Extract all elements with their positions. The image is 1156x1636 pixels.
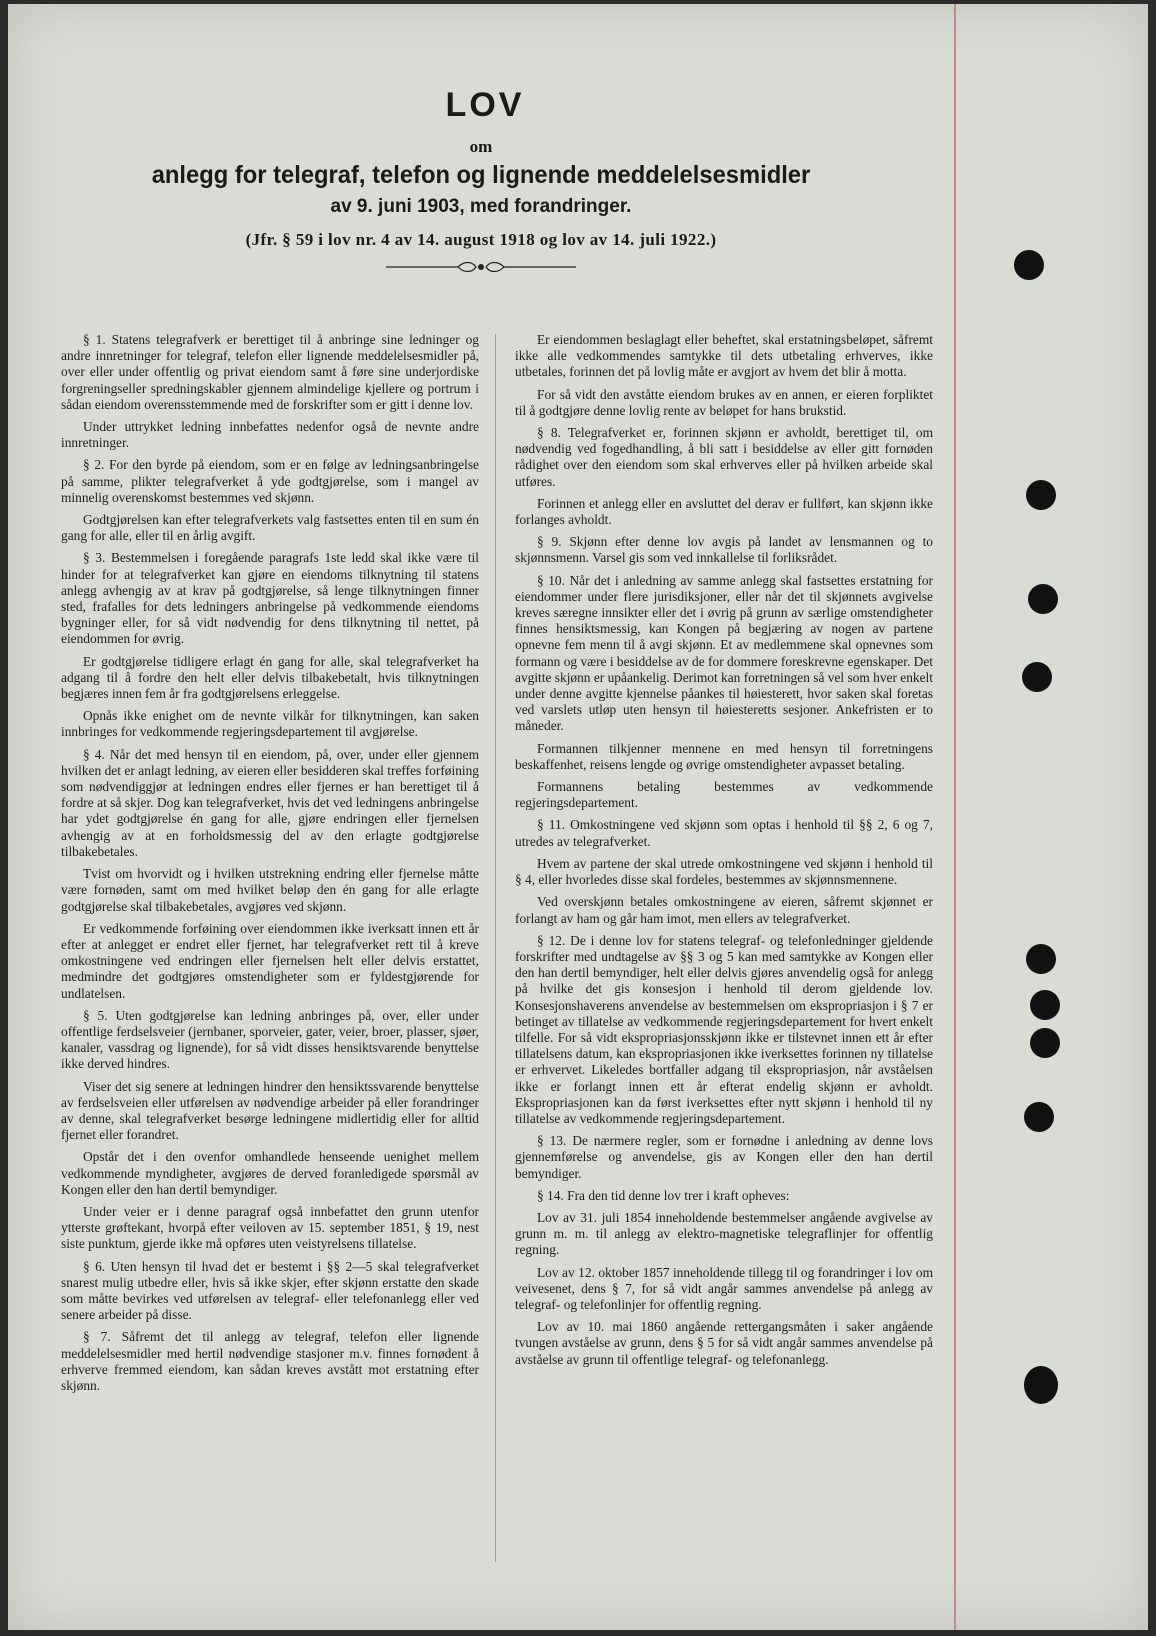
paragraph: § 5. Uten godtgjørelse kan ledning anbringes på, over, eller under offentlige ferdselsveier (jernbaner, sporveier, gater, veier, broer, plasser, sjøer, kanaler, vassdrag og lignende), for så vidt disses hensiktsvarende benyttelse ikke derved hindres. — [61, 1007, 479, 1072]
paragraph: § 4. Når det med hensyn til en eiendom, på, over, under eller gjennem hvilken det er anlagt ledning, av eieren eller besidderen skal treffes forføining som nødvendiggjør at ledningen endres eller fjernes er han berettiget til å fordre at så skjer. Dog kan telegrafverket, hvis det ved ledningens anbringelse har ydet godtgjørelse én gang for alle, gjøre endringen eller fjernelsen avhengig av at en forholdsmessig del av den erlagte godtgjørelse tilbakebetales. — [61, 746, 479, 859]
paragraph: § 6. Uten hensyn til hvad det er bestemt i §§ 2—5 skal telegrafverket snarest mulig utbedre eller, hvis så ikke skjer, efter skjønn erstatte den skade som måtte bevirkes ved utførelsen av telegraf- eller telefonanlegg eller ved senere arbeider på disse. — [61, 1258, 479, 1323]
paragraph: Under veier er i denne paragraf også innbefattet den grunn utenfor ytterste grøftekant, hvorpå efter veiloven av 15. september 1851, § 19, nest siste punktum, gjerde ikke må opføres uten veistyrelsens tillatelse. — [61, 1203, 479, 1252]
right-text-column — [515, 332, 933, 1374]
paragraph: Er godtgjørelse tidligere erlagt én gang for alle, skal telegrafverket ha adgang til å fordre den helt eller delvis tilbakebetalt, hvis tilknytningen begjæres innen fem år fra godtgjørelsens erleggelse. — [61, 653, 479, 702]
punch-hole-icon — [1030, 990, 1060, 1020]
document-title: LOV — [445, 86, 525, 124]
punch-hole-icon — [1026, 480, 1056, 510]
paragraph: Tvist om hvorvidt og i hvilken utstrekning endring eller fjernelse måtte være fornøden, samt om med hvilket beløp den én gang for alle erlagte godtgjørelse skal tilbakebetales, avgjøres ved skjønn. — [61, 866, 479, 914]
paragraph: Ved overskjønn betales omkostningene av eieren, såfremt skjønnet er forlangt av ham og går ham imot, men ellers av telegrafverket. — [515, 894, 933, 926]
punch-hole-icon — [1014, 250, 1044, 280]
paragraph: § 1. Statens telegrafverk er berettiget til å anbringe sine ledninger og andre innretninger for telegraf, telefon eller lignende meddelelsesmidler på, over eller under offentlig og privat eiendom samt å føre sine underjordiske forgreningseller spredningskabler gjennem almindelige kjellere og portrum i sådan eiendom overensstemmende med de forskrifter som er gitt i denne lov. — [61, 332, 479, 412]
punch-hole-icon — [1030, 1028, 1060, 1058]
document-subtitle: anlegg for telegraf, telefon og lignende meddelelsesmidler — [151, 161, 811, 189]
punch-hole-icon — [1028, 584, 1058, 614]
punch-hole-icon — [1022, 662, 1052, 692]
paragraph: Lov av 31. juli 1854 inneholdende bestemmelser angående avgivelse av grunn m. m. til anlegg av elektro-magnetiske telegraflinjer for offentlig regning. — [515, 1209, 933, 1258]
paragraph: § 13. De nærmere regler, som er fornødne i anledning av denne lovs gjennemførelse og anvendelse, gis av Kongen eller den han dertil bemyndiger. — [515, 1133, 933, 1181]
paragraph: Lov av 10. mai 1860 angående rettergangsmåten i saker angående tvungen avståelse av grunn, dens § 5 for så vidt angår sammes anvendelse på avståelse av grunn til offentlige telegraf- og telefonanlegg. — [515, 1319, 933, 1367]
paragraph: § 12. De i denne lov for statens telegraf- og telefonledninger gjeldende forskrifter med undtagelse av §§ 3 og 5 kan med samtykke av Kongen eller den han dertil bemyndiger, helt eller delvis gjøres anvendelig også for anlegg på hvilke det gis konsesjon i henhold til derom gjeldende lov. Konsesjonshaverens anvendelse av bestemmelsen om ekspropriasjon i § 7 er betinget av tillatelse av vedkommende regjeringsdepartement for hvert enkelt tilfelle. For så vidt ekspropriasjonsskjønn ikke er tilstevnet innen ett år efter tillatelsens datum, kan ekspropriasjonen ikke iverksettes forinnen ny tillatelse er erhvervet. Likeledes bortfaller adgang til ekspropriasjon, når avståelsen ikke er forlangt innen ett år efterat endelig skjønn er avholdt. Ekspropriasjonen kan da først iverksettes efter nytt skjønn i henhold til ny tillatelse av vedkommende regjeringsdepartement. — [515, 932, 933, 1126]
paragraph: Under uttrykket ledning innbefattes nedenfor også de nevnte andre innretninger. — [61, 419, 479, 451]
paragraph: Formannen tilkjenner mennene en med hensyn til forretningens beskaffenhet, reisens lengde og øvrige omstendigheter avpasset betaling. — [515, 740, 933, 772]
paragraph: Hvem av partene der skal utrede omkostningene ved skjønn i henhold til § 4, eller hvorledes disse skal fordeles, bestemmes av skjønnsmennene. — [515, 855, 933, 888]
paragraph: § 7. Såfremt det til anlegg av telegraf, telefon eller lignende meddelelsesmidler med hertil nødvendige stasjoner m.v. finnes fornødent å erhverve fremmed eiendom, kan sådan kreves avstått mot erstatning efter skjønn. — [61, 1329, 479, 1393]
paragraph: Godtgjørelsen kan efter telegrafverkets valg fastsettes enten til en sum én gang for alle, eller til en årlig avgift. — [61, 512, 479, 544]
document-date: av 9. juni 1903, med forandringer. — [330, 196, 632, 217]
punch-hole-icon — [1024, 1366, 1058, 1404]
ornament-divider-icon — [386, 260, 576, 274]
paragraph: § 8. Telegrafverket er, forinnen skjønn er avholdt, berettiget til, om nødvendig ved fogedhandling, å bli satt i besiddelse av eller gitt fornøden rådighet over den eiendom som skal erhverves eller på hvilken arbeide skal utføres. — [515, 425, 933, 489]
paragraph: § 11. Omkostningene ved skjønn som optas i henhold til §§ 2, 6 og 7, utredes av telegrafverket. — [515, 817, 933, 849]
red-margin-line — [954, 4, 956, 1630]
left-text-column — [61, 332, 479, 1400]
paragraph: Er vedkommende forføining over eiendommen ikke iverksatt innen ett år efter at anlegget er endret eller fjernet, har telegrafverket rett til å kreve omkostningene ved endringen eller fjernelsen helt eller delvis erstattet, medmindre det godtgjøres omstendigheter som er fyldestgjørende for undlatelsen. — [61, 920, 479, 1001]
column-divider — [495, 334, 496, 1562]
paragraph: Opnås ikke enighet om de nevnte vilkår for tilknytningen, kan saken innbringes for vedkommende regjeringsdepartement til avgjørelse. — [61, 708, 479, 740]
document-header — [8, 74, 954, 274]
document-page — [8, 4, 1148, 1630]
punch-hole-icon — [1024, 1102, 1054, 1132]
paragraph: Formannens betaling bestemmes av vedkommende regjeringsdepartement. — [515, 779, 933, 811]
title-connector: om — [469, 137, 493, 156]
paragraph: Viser det sig senere at ledningen hindrer den hensiktssvarende benyttelse av ferdselsveien eller utførelsen av nødvendige arbeider på eller forandringer av denne, skal telegrafverket besørge ledningene midlertidig eller for alltid fjernet eller forandret. — [61, 1078, 479, 1143]
paragraph: § 14. Fra den tid denne lov trer i kraft opheves: — [537, 1187, 790, 1203]
paragraph: § 9. Skjønn efter denne lov avgis på landet av lensmannen og to skjønnsmenn. Varsel gis som ved innkallelse til forliksrådet. — [515, 534, 933, 566]
paragraph: § 3. Bestemmelsen i foregående paragrafs 1ste ledd skal ikke være til hinder for at telegrafverket kan gjøre en eiendoms tilknytning til statens anlegg avhengig av at krav på godtgjørelse, så lenge tilknytningen finner sted, frafalles for dets ledningers anbringelse på vedkommende eiendoms bygninger eller, for så vidt nødvendig for dens tilknytning til nettet, på eiendommen for øvrig. — [61, 550, 479, 647]
punch-hole-icon — [1026, 944, 1056, 974]
paragraph: Forinnen et anlegg eller en avsluttet del derav er fullført, kan skjønn ikke forlanges avholdt. — [515, 495, 933, 528]
paragraph: For så vidt den avståtte eiendom brukes av en annen, er eieren forpliktet til å godtgjøre denne lovlig rente av beløpet for hans brukstid. — [515, 386, 933, 418]
document-reference: (Jfr. § 59 i lov nr. 4 av 14. august 1918 og lov av 14. juli 1922.) — [245, 230, 717, 249]
paragraph: Lov av 12. oktober 1857 inneholdende tillegg til og forandringer i lov om veivesenet, dens § 7, for så vidt angår sammes anvendelse på anlegg av telegraf- og telefonlinjer for offentlig regning. — [515, 1264, 933, 1312]
paragraph: Opstår det i den ovenfor omhandlede henseende uenighet mellem vedkommende myndigheter, avgjøres de derved foranledigede spørsmål av Kongen eller den han dertil bemyndiger. — [61, 1149, 479, 1197]
paragraph: § 2. For den byrde på eiendom, som er en følge av ledningsanbringelse på samme, plikter telegrafverket å yde godtgjørelse, som i mangel av minnelig overenskomst bestemmes ved skjønn. — [61, 457, 479, 505]
paragraph: § 10. Når det i anledning av samme anlegg skal fastsettes erstatning for eiendommer under flere jurisdiksjoner, eller når det til skjønnets avgivelse kreves særegne innsikter eller det i øvrig på grunn av særlige omstendigheter finnes hensiktsmessig, kan Kongen på begjæring av nogen av partene opnevne fem menn til å avgi skjønn. Et av medlemmene skal opnevnes som formann og være i besiddelse av de for dommere foreskrevne egenskaper. Det avgitte skjønn er upåankelig. Derimot kan forretningen så vel som hver enkelt under denne avgitte kjennelse påankes til høiesterett, hvor saken skal foretas ved varslets utløp uten hensyn til høiesteretts sesjoner. Ankefristen er to måneder. — [515, 572, 933, 734]
paragraph: Er eiendommen beslaglagt eller beheftet, skal erstatningsbeløpet, såfremt ikke alle vedkommendes samtykke til dets utbetaling erhverves, ikke utbetales, forinnen det på lovlig måte er avgjort av hvem det blir å motta. — [515, 332, 933, 380]
